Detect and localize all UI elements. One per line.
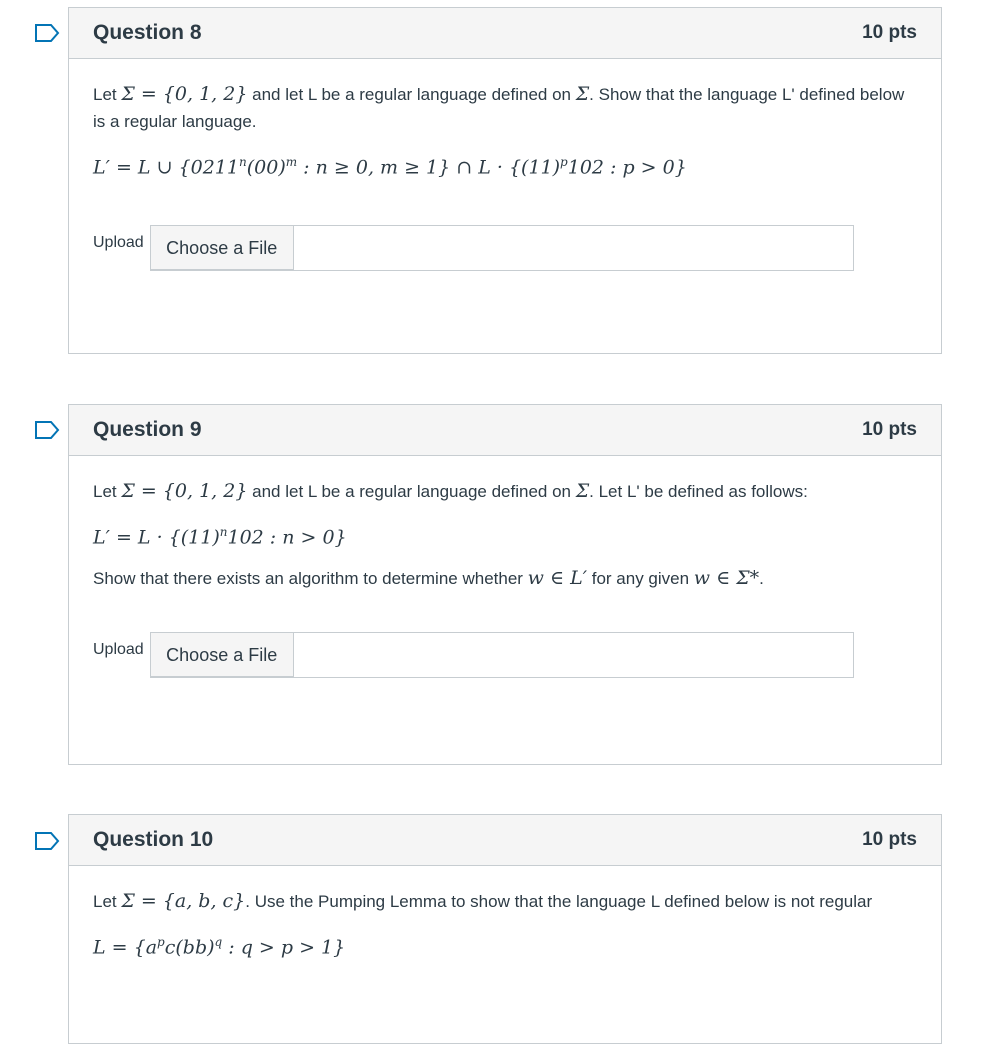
math-sigma: Σ <box>575 83 590 105</box>
text-mid: and let L be a regular language defined on <box>247 482 576 501</box>
choose-file-button[interactable]: Choose a File <box>151 226 294 270</box>
text-suffix: . Show that the language L' defined below is a regular language. <box>93 85 905 131</box>
question-9 <box>68 404 942 765</box>
math-sigma-def: Σ = {0, 1, 2} <box>121 480 248 502</box>
question-text <box>93 81 917 135</box>
text-prefix: Let <box>93 85 117 104</box>
question-text <box>93 888 917 915</box>
text-prefix: Let <box>93 482 117 501</box>
formula: $L' = L \cdot \{(11)^n102$ : n > 0} <box>93 525 347 549</box>
formula: L′ = L ∪ {$0211^n(00)^m$ : n ≥ 0, m ≥ 1} ∩ $L \cdot \{(11)^p102$ : p > 0} <box>93 155 687 179</box>
math-sigma-def: Σ = {0, 1, 2} <box>121 83 248 105</box>
upload-row <box>93 632 917 678</box>
formula: $L = \{a^pc(bb)^q$ : q > p > 1} <box>93 935 346 959</box>
upload-label: Upload <box>93 234 144 252</box>
question-points: 10 pts <box>862 22 917 43</box>
question-points: 10 pts <box>862 829 917 850</box>
question-title: Question 10 <box>93 828 214 851</box>
question-points: 10 pts <box>862 419 917 440</box>
text-suffix: . Let L' be defined as follows: <box>589 482 808 501</box>
text-prefix: Let <box>93 892 117 911</box>
question-body <box>69 456 941 678</box>
math-sigma-def: Σ = {a, b, c} <box>121 890 246 912</box>
question-body <box>69 866 941 961</box>
flag-question-icon[interactable] <box>34 421 60 439</box>
question-header <box>69 815 941 866</box>
flag-question-icon[interactable] <box>34 832 60 850</box>
upload-label: Upload <box>93 641 144 659</box>
question-body <box>69 59 941 271</box>
file-name-display <box>294 226 853 270</box>
text-suffix: . Use the Pumping Lemma to show that the language L defined below is not regular <box>245 892 873 911</box>
question-10 <box>68 814 942 1044</box>
file-name-display <box>294 633 853 677</box>
question-header <box>69 405 941 456</box>
question-title: Question 8 <box>93 21 202 44</box>
file-upload-field[interactable] <box>150 225 854 271</box>
upload-row <box>93 225 917 271</box>
question-header <box>69 8 941 59</box>
question-8 <box>68 7 942 354</box>
file-upload-field[interactable] <box>150 632 854 678</box>
flag-question-icon[interactable] <box>34 24 60 42</box>
choose-file-button[interactable]: Choose a File <box>151 633 294 677</box>
question-text-line3: Show that there exists an algorithm to determine whether w ∈ L′ for any given w ∈ Σ*. <box>93 567 764 590</box>
question-title: Question 9 <box>93 418 202 441</box>
question-text <box>93 478 917 505</box>
math-sigma: Σ <box>575 480 590 502</box>
text-mid: and let L be a regular language defined on <box>247 85 576 104</box>
